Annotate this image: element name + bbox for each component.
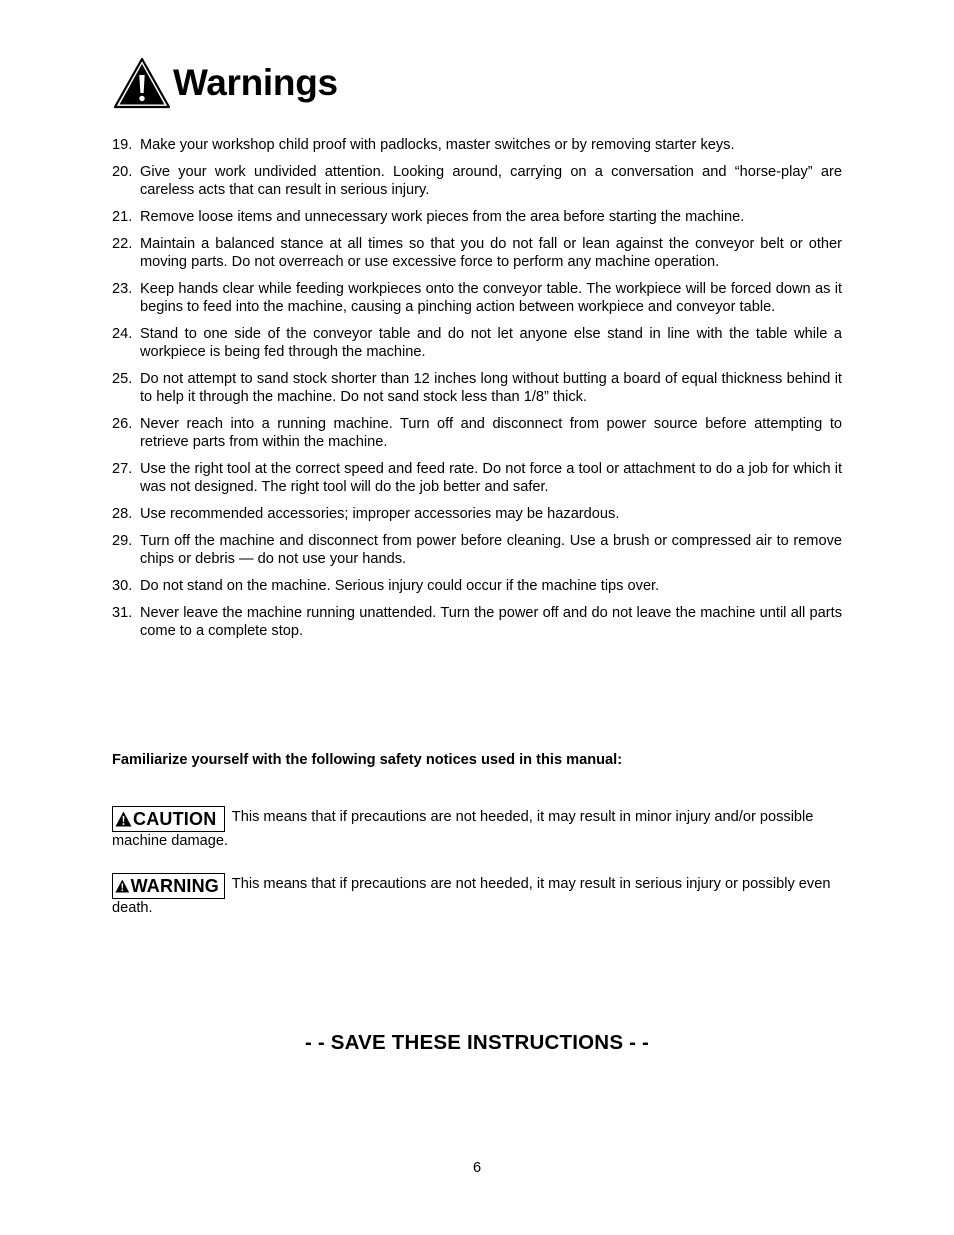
- rule-text: Give your work undivided attention. Looking around, carrying on a conversation and “horse-play” are careless acts that can result in serious injury.: [140, 164, 842, 198]
- page-title: [113, 56, 338, 110]
- notices-intro: Familiarize yourself with the following safety notices used in this manual:: [112, 752, 623, 768]
- rule-text: Do not attempt to sand stock shorter than 12 inches long without butting a board of equal thickness behind it to help it through the machine. Do not sand stock less than 1/8” thick.: [140, 371, 842, 405]
- rule-number: 28.: [112, 506, 133, 522]
- list-item: [112, 505, 842, 523]
- warning-small-triangle-icon: [115, 878, 130, 894]
- rule-text: Use the right tool at the correct speed and feed rate. Do not force a tool or attachment to do a job for which it was not designed. The right tool will do the job better and safer.: [140, 461, 842, 495]
- rule-text: Keep hands clear while feeding workpieces onto the conveyor table. The workpiece will be forced down as it begins to feed into the machine, causing a pinching action between workpiece and conveyor table.: [140, 281, 842, 315]
- list-item: [112, 604, 842, 640]
- warning-triangle-icon: [113, 57, 171, 109]
- caution-triangle-icon: [115, 811, 132, 827]
- warning-notice: [112, 873, 842, 917]
- list-item: [112, 460, 842, 496]
- rule-text: Use recommended accessories; improper accessories may be hazardous.: [140, 506, 620, 522]
- rule-number: 31.: [112, 605, 133, 621]
- list-item: [112, 208, 842, 226]
- list-item: [112, 325, 842, 361]
- rule-text: Stand to one side of the conveyor table and do not let anyone else stand in line with the table while a workpiece is being fed through the machine.: [140, 326, 842, 360]
- list-item: [112, 370, 842, 406]
- caution-badge: [112, 806, 225, 832]
- page-title-text: Warnings: [173, 62, 338, 103]
- list-item: [112, 136, 842, 154]
- rule-text: Make your workshop child proof with padlocks, master switches or by removing starter keys.: [140, 137, 735, 153]
- rule-text: Remove loose items and unnecessary work pieces from the area before starting the machine.: [140, 209, 745, 225]
- rule-number: 24.: [112, 326, 133, 342]
- rule-number: 25.: [112, 371, 133, 387]
- rule-number: 30.: [112, 578, 133, 594]
- page-number: 6: [472, 1160, 482, 1176]
- warnings-list: [112, 136, 842, 649]
- list-item: [112, 163, 842, 199]
- save-instructions: - - SAVE THESE INSTRUCTIONS - -: [304, 1031, 650, 1054]
- warning-label: WARNING: [130, 876, 219, 896]
- rule-number: 21.: [112, 209, 133, 225]
- caution-notice: [112, 806, 842, 850]
- caution-label: CAUTION: [133, 809, 217, 829]
- rule-number: 20.: [112, 164, 133, 180]
- rule-number: 27.: [112, 461, 133, 477]
- rule-text: Never reach into a running machine. Turn off and disconnect from power source before attempting to retrieve parts from within the machine.: [140, 416, 842, 450]
- rule-text: Never leave the machine running unattended. Turn the power off and do not leave the machine until all parts come to a complete stop.: [140, 605, 842, 639]
- list-item: [112, 280, 842, 316]
- rule-text: Do not stand on the machine. Serious injury could occur if the machine tips over.: [140, 578, 660, 594]
- rule-number: 19.: [112, 137, 133, 153]
- warning-text: This means that if precautions are not heeded, it may result in serious injury or possibly even death.: [112, 876, 831, 916]
- list-item: [112, 235, 842, 271]
- warning-badge: [112, 873, 225, 899]
- rule-number: 29.: [112, 533, 133, 549]
- rule-text: Maintain a balanced stance at all times so that you do not fall or lean against the conveyor belt or other moving parts. Do not overreach or use excessive force to perform any machine operation.: [140, 236, 842, 270]
- caution-text: This means that if precautions are not heeded, it may result in minor injury and/or possible machine damage.: [112, 809, 814, 849]
- rule-number: 26.: [112, 416, 133, 432]
- rule-number: 22.: [112, 236, 133, 252]
- list-item: [112, 415, 842, 451]
- rule-text: Turn off the machine and disconnect from power before cleaning. Use a brush or compressed air to remove chips or debris — do not use your hands.: [140, 533, 842, 567]
- rule-number: 23.: [112, 281, 133, 297]
- list-item: [112, 577, 842, 595]
- list-item: [112, 532, 842, 568]
